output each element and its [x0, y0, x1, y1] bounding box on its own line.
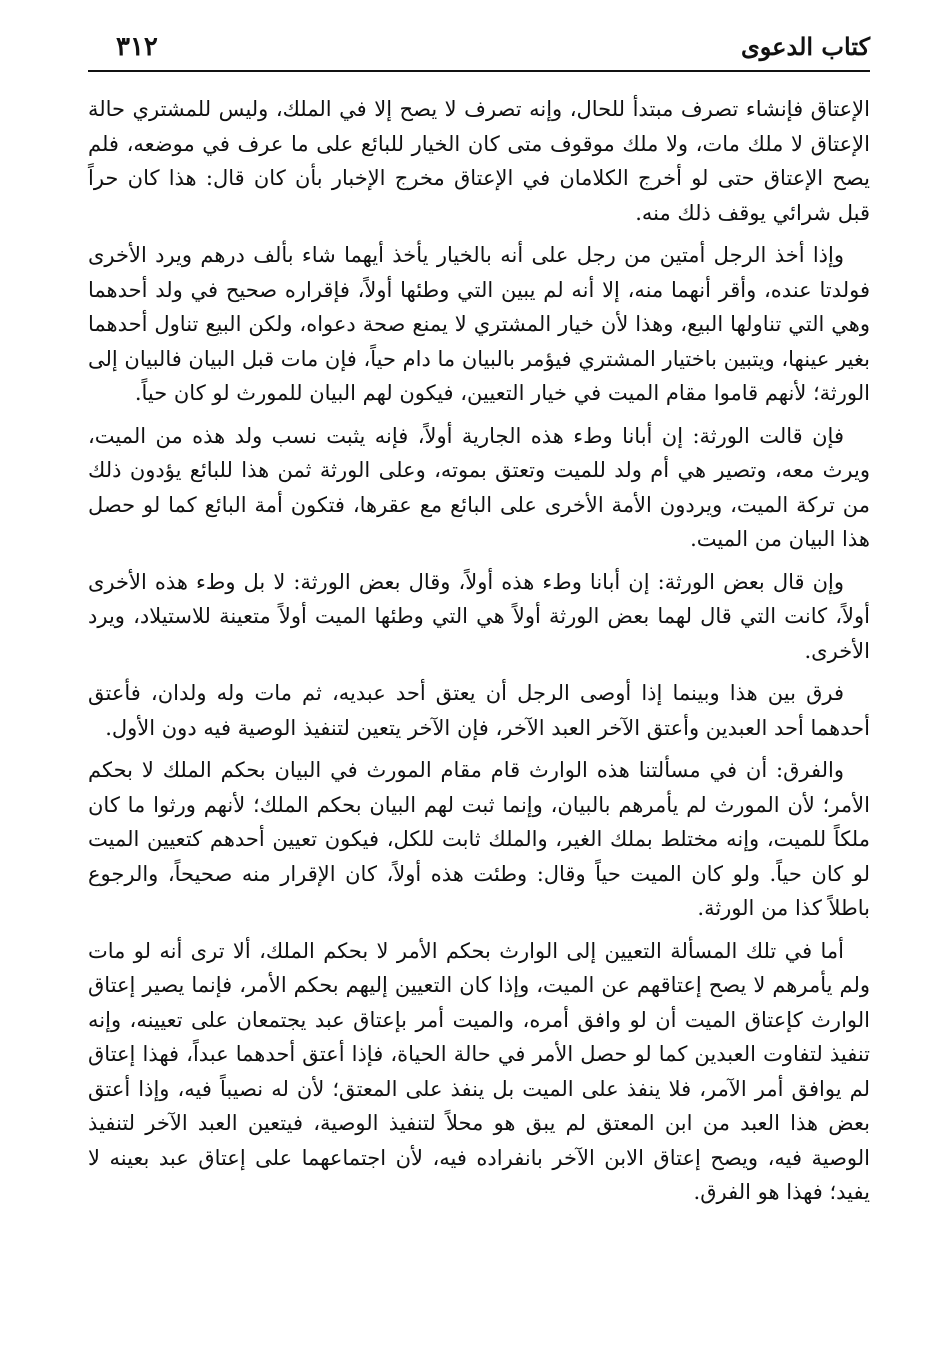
- paragraph: وإذا أخذ الرجل أمتين من رجل على أنه بالخيار يأخذ أيهما شاء بألف درهم ويرد الأخرى فولدتا عنده، وأقر أنهما منه، إلا أنه لم يبين التي وطئها أولاً، فإقراره صحيح في ولد أحدهما وهي التي تناولها البيع، وهذا لأن خيار المشتري لا يمنع صحة دعواه، ولكن البيع تناول أحدهما بغير عينها، ويتبين باختيار المشتري فيؤمر بالبيان ما دام حياً، فإن مات قبل البيان فالبيان إلى الورثة؛ لأنهم قاموا مقام الميت في خيار التعيين، فيكون لهم البيان للمورث لو كان حياً.: [88, 243, 870, 405]
- paragraph: أما في تلك المسألة التعيين إلى الوارث بحكم الأمر لا بحكم الملك، ألا ترى أنه لو مات ولم يأمرهم لا يصح إعتاقهم عن الميت، وإذا كان التعيين إليهم بحكم الأمر، فإنما يصير إعتاق الوارث كإعتاق الميت أن لو وافق أمره، والميت أمر بإعتاق عبد يجتمعان على تعيينه، وإنه تنفيذ لتفاوت العبدين كما لو حصل الأمر في حالة الحياة، فإذا أعتق أحدهما عبداً، فهذا إعتاق لم يوافق أمر الآمر، فلا ينفذ على الميت بل ينفذ على المعتق؛ لأن له نصيباً فيه، وإذا أعتق بعض هذا العبد من ابن المعتق لم يبق هو محلاً لتنفيذ الوصية، فيتعين العبد الآخر لتنفيذ الوصية فيه، ويصح إعتاق الابن الآخر بانفراده فيه، لأن اجتماعهما على إعتاق عبد بعينه لا يفيد؛ فهذا هو الفرق.: [88, 938, 871, 1204]
- document-page: [88, 30, 870, 1218]
- paragraph: والفرق: أن في مسألتنا هذه الوارث قام مقام المورث في البيان بحكم الملك لا بحكم الأمر؛ لأن المورث لم يأمرهم بالبيان، وإنما ثبت لهم البيان بحكم الملك؛ لأنهم ورثوا ما كان ملكاً للميت، وإنه مختلط بملك الغير، والملك ثابت للكل، فيكون تعيين أحدهم كتعيين الميت لو كان حياً. ولو كان الميت حياً وقال: وطئت هذه أولاً، كان الإقرار منه صحيحاً، والرجوع باطلاً كذا من الورثة.: [88, 758, 870, 920]
- page-header: [88, 30, 870, 72]
- paragraph: وإن قال بعض الورثة: إن أبانا وطء هذه أولاً، وقال بعض الورثة: لا بل وطء هذه الأخرى أولاً، كانت التي قال لهما بعض الورثة أولاً هي التي وطئها الميت أولاً متعينة للاستيلاد، ويرد الأخرى.: [88, 569, 870, 663]
- paragraph: فرق بين هذا وبينما إذا أوصى الرجل أن يعتق أحد عبديه، ثم مات وله ولدان، فأعتق أحدهما أحد العبدين وأعتق الآخر العبد الآخر، فإن الآخر يتعين لتنفيذ الوصية فيه دون الأول.: [88, 681, 870, 740]
- paragraph: فإن قالت الورثة: إن أبانا وطء هذه الجارية أولاً، فإنه يثبت نسب ولد هذه من الميت، ويرث معه، وتصير هي أم ولد للميت وتعتق بموته، وعلى الورثة ثمن هذا للبائع يؤدون ذلك من تركة الميت، ويردون الأمة الأخرى على البائع مع عقرها، فتكون أمة البائع كما لو حصل هذا البيان من الميت.: [88, 423, 870, 551]
- page-number: ٣١٢: [116, 32, 158, 62]
- book-title: كتاب الدعوى: [740, 32, 870, 61]
- body-text: [88, 92, 870, 1210]
- paragraph: الإعتاق فإنشاء تصرف مبتدأ للحال، وإنه تصرف لا يصح إلا في الملك، وليس للمشتري حالة الإعتاق لا ملك مات، ولا ملك موقوف متى كان الخيار للبائع على ما عرف في موضعه، فلم يصح الإعتاق حتى لو أخرج الكلامان في الإعتاق مخرج الإخبار بأن كان قال: هذا كان حراً قبل شرائي يوقف ذلك منه.: [88, 97, 870, 225]
